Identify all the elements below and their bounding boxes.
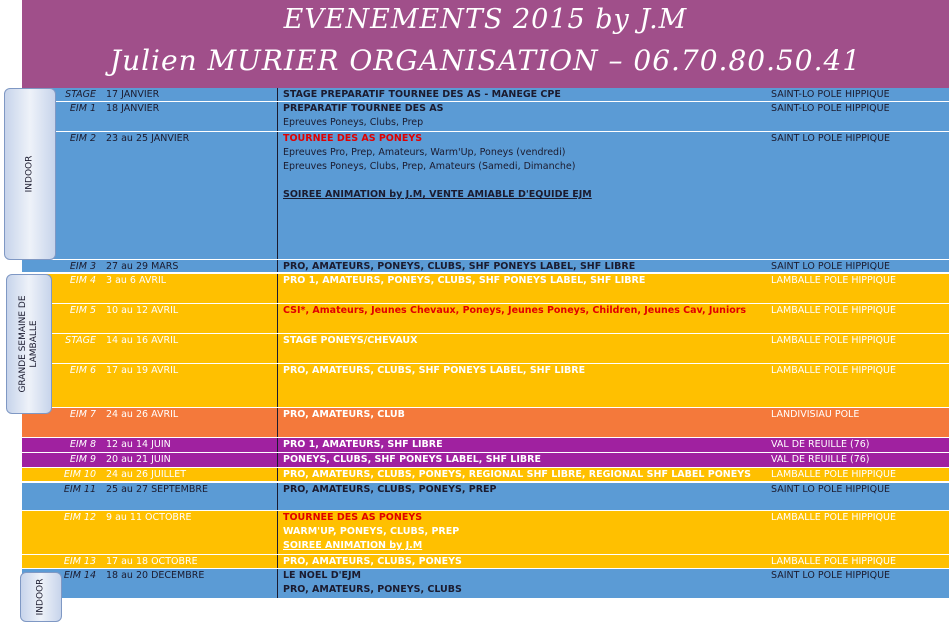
event-description-line: WARM'UP, PONEYS, CLUBS, PREP [283, 526, 460, 537]
event-date: 24 au 26 AVRIL [102, 408, 278, 437]
event-date: 18 JANVIER [102, 102, 278, 131]
event-code: EIM 10 [63, 469, 96, 480]
grande-semaine-tag-label [18, 295, 40, 392]
title-banner [22, 0, 949, 88]
event-description-line: Epreuves Pro, Prep, Amateurs, Warm'Up, Poneys (vendredi) [283, 147, 566, 158]
event-code: EIM 14 [63, 570, 96, 581]
table-row [22, 260, 949, 274]
event-description [279, 260, 759, 272]
event-location: VAL DE REUILLE (76) [771, 439, 870, 450]
table-row [22, 438, 949, 453]
event-code: EIM 7 [69, 409, 96, 420]
event-description [279, 555, 759, 568]
event-location: LAMBALLE POLE HIPPIQUE [771, 305, 896, 316]
event-date: 17 au 18 OCTOBRE [102, 555, 278, 568]
event-location: SAINT LO POLE HIPPIQUE [771, 570, 891, 581]
event-code: EIM 11 [63, 484, 96, 495]
event-description-line: TOURNEE DES AS PONEYS [283, 512, 423, 523]
event-code: EIM 2 [69, 133, 96, 144]
event-description-line: TOURNEE DES AS PONEYS [283, 133, 423, 144]
event-description-line: PONEYS, CLUBS, SHF PONEYS LABEL, SHF LIBRE [283, 454, 541, 465]
event-description-line: PRO 1, AMATEURS, PONEYS, CLUBS, SHF PONEYS LABEL, SHF LIBRE [283, 275, 646, 286]
event-date: 20 au 21 JUIN [102, 453, 278, 467]
table-row [22, 132, 949, 260]
event-description-line: PRO, AMATEURS, CLUB [283, 409, 405, 420]
table-row [22, 483, 949, 511]
event-location: LAMBALLE POLE HIPPIQUE [771, 512, 896, 523]
event-location: LAMBALLE POLE HIPPIQUE [771, 335, 896, 346]
event-location: LAMBALLE POLE HIPPIQUE [771, 365, 896, 376]
event-code: STAGE [65, 335, 96, 346]
event-description [279, 483, 759, 510]
event-description [279, 468, 759, 481]
indoor-tag-top [4, 88, 56, 260]
table-row [22, 102, 949, 132]
event-date: 17 JANVIER [102, 88, 278, 101]
event-date: 17 au 19 AVRIL [102, 364, 278, 407]
event-code: EIM 9 [69, 454, 96, 465]
event-date: 9 au 11 OCTOBRE [102, 511, 278, 554]
event-date: 23 au 25 JANVIER [102, 132, 278, 259]
event-description-line: CSI*, Amateurs, Jeunes Chevaux, Poneys, Jeunes Poneys, Children, Jeunes Cav, Juniors [283, 305, 747, 316]
event-description [279, 274, 759, 303]
event-description [279, 453, 759, 467]
event-description-line: PREPARATIF TOURNEE DES AS [283, 103, 444, 114]
event-description [279, 408, 759, 437]
event-date: 25 au 27 SEPTEMBRE [102, 483, 278, 510]
event-description-line: PRO, AMATEURS, CLUBS, PONEYS, PREP [283, 484, 497, 495]
event-description-line: PRO, AMATEURS, CLUBS, SHF PONEYS LABEL, SHF LIBRE [283, 365, 586, 376]
event-code: EIM 1 [69, 103, 96, 114]
event-description-line[interactable]: SOIREE ANIMATION by J.M [283, 540, 423, 551]
event-description-line[interactable]: SOIREE ANIMATION by J.M, VENTE AMIABLE D'EQUIDE EJM [283, 189, 592, 200]
event-description-line: Epreuves Poneys, Clubs, Prep, Amateurs (Samedi, Dimanche) [283, 161, 576, 172]
event-location: LAMBALLE POLE HIPPIQUE [771, 469, 896, 480]
event-date: 12 au 14 JUIN [102, 438, 278, 452]
table-row [22, 304, 949, 334]
event-location: SAINT-LO POLE HIPPIQUE [771, 103, 890, 114]
grande-semaine-tag [6, 274, 52, 414]
indoor-tag-bottom [20, 572, 62, 622]
event-location: SAINT LO POLE HIPPIQUE [771, 261, 891, 272]
event-description [279, 364, 759, 407]
event-description-line: STAGE PREPARATIF TOURNEE DES AS - MANEGE CPE [283, 89, 561, 100]
event-code: EIM 3 [69, 261, 96, 272]
event-location: LAMBALLE POLE HIPPIQUE [771, 275, 896, 286]
event-description-line: STAGE PONEYS/CHEVAUX [283, 335, 418, 346]
event-date: 18 au 20 DECEMBRE [102, 569, 278, 598]
event-code: EIM 8 [69, 439, 96, 450]
event-description [279, 438, 759, 452]
indoor-tag-top-label: INDOOR [24, 155, 35, 193]
event-date: 10 au 12 AVRIL [102, 304, 278, 333]
event-code: EIM 12 [63, 512, 96, 523]
event-description-line: PRO, AMATEURS, CLUBS, PONEYS [283, 556, 462, 567]
page-title: EVENEMENTS 2015 by J.M [283, 4, 688, 35]
table-row [22, 334, 949, 364]
event-location: SAINT-LO POLE HIPPIQUE [771, 89, 890, 100]
table-row [22, 569, 949, 599]
event-description [279, 102, 759, 131]
event-date: 24 au 26 JUILLET [102, 468, 278, 481]
event-code: EIM 5 [69, 305, 96, 316]
event-description-line: PRO, AMATEURS, CLUBS, PONEYS, REGIONAL SHF LIBRE, REGIONAL SHF LABEL PONEYS [283, 469, 751, 480]
event-location: SAINT LO POLE HIPPIQUE [771, 133, 891, 144]
event-code: EIM 4 [69, 275, 96, 286]
table-row [22, 364, 949, 408]
event-description-line: LE NOEL D'EJM [283, 570, 361, 581]
event-description [279, 304, 759, 333]
event-code: EIM 6 [69, 365, 96, 376]
event-location: LAMBALLE POLE HIPPIQUE [771, 556, 896, 567]
page-subtitle: Julien MURIER ORGANISATION – 06.70.80.50.41 [109, 44, 862, 77]
table-row [22, 468, 949, 483]
event-code: EIM 13 [63, 556, 96, 567]
table-row [22, 88, 949, 102]
table-row [22, 453, 949, 468]
table-row [22, 555, 949, 569]
event-date: 3 au 6 AVRIL [102, 274, 278, 303]
indoor-tag-bottom-label: INDOOR [35, 578, 46, 616]
event-description-line: PRO, AMATEURS, PONEYS, CLUBS [283, 584, 462, 595]
event-description-line: PRO 1, AMATEURS, SHF LIBRE [283, 439, 443, 450]
event-location: VAL DE REUILLE (76) [771, 454, 870, 465]
table-row [22, 274, 949, 304]
event-code: STAGE [65, 89, 96, 100]
event-date: 14 au 16 AVRIL [102, 334, 278, 363]
event-description [279, 569, 759, 598]
event-description [279, 511, 759, 554]
grande-semaine-tag-line2: LAMBALLE [29, 320, 39, 368]
event-description-line: PRO, AMATEURS, PONEYS, CLUBS, SHF PONEYS LABEL, SHF LIBRE [283, 261, 636, 272]
event-location: LANDIVISIAU POLE [771, 409, 860, 420]
event-description-line [283, 174, 759, 188]
table-row [22, 511, 949, 555]
event-location: SAINT LO POLE HIPPIQUE [771, 484, 891, 495]
grande-semaine-tag-line1: GRANDE SEMAINE DE [18, 295, 28, 393]
event-date: 27 au 29 MARS [102, 260, 278, 272]
event-description [279, 132, 759, 259]
event-description-line: Epreuves Poneys, Clubs, Prep [283, 117, 424, 128]
event-description [279, 334, 759, 363]
table-row [22, 408, 949, 438]
event-description [279, 88, 759, 101]
